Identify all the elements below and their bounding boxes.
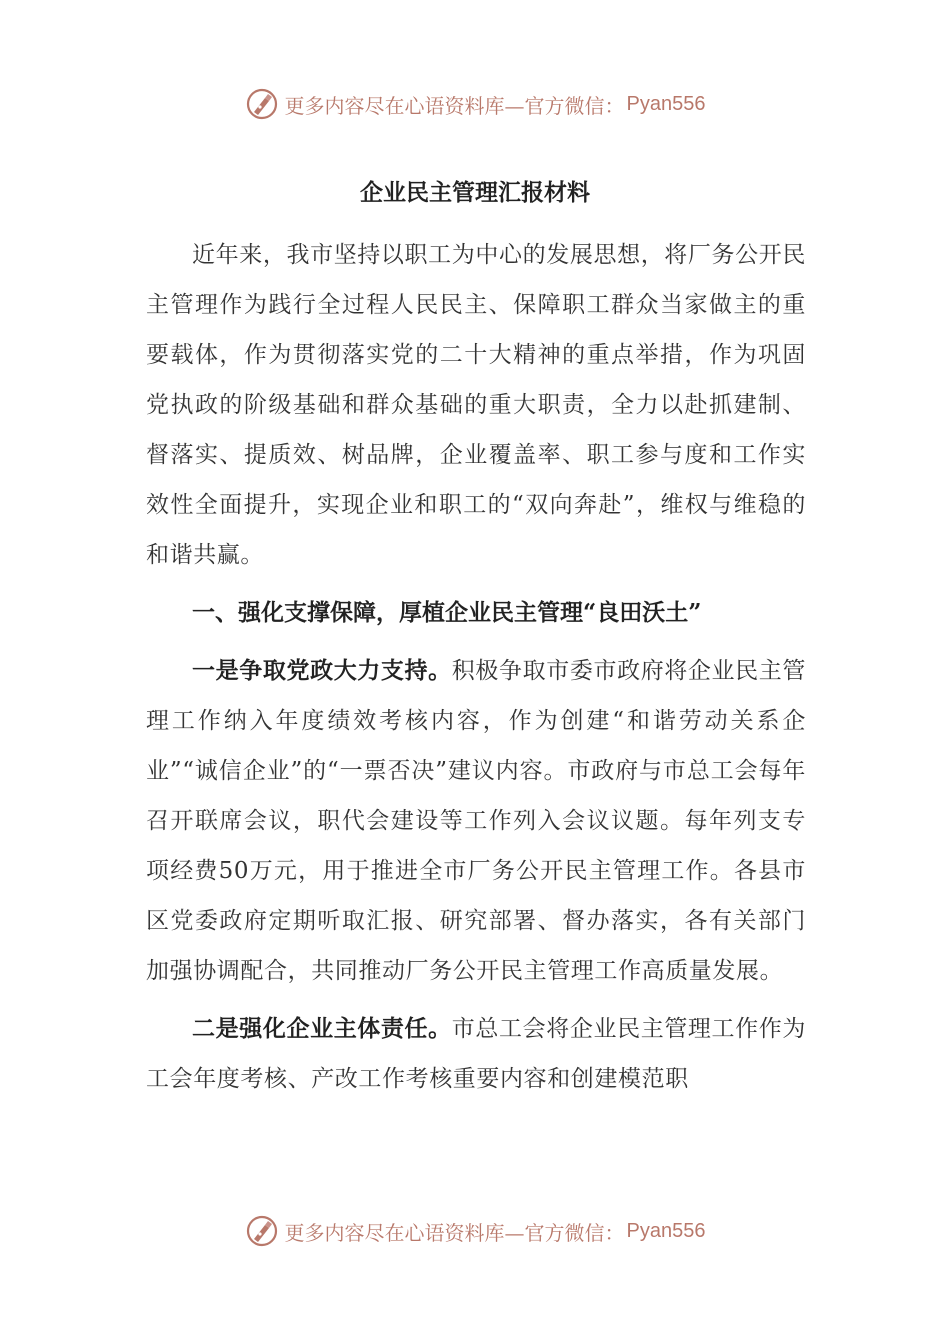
point-1-paragraph — [146, 646, 806, 996]
point-2-body: 市总工会将企业民主管理工作作为工会年度考核、产改工作考核重要内容和创建模范职 — [146, 1016, 806, 1092]
watermark-text: 更多内容尽在心语资料库—官方微信： — [284, 93, 625, 118]
watermark-handle: Pyan556 — [626, 1219, 706, 1242]
intro-paragraph: 近年来，我市坚持以职工为中心的发展思想，将厂务公开民主管理作为践行全过程人民民主、保障职工群众当家做主的重要载体，作为贯彻落实党的二十大精神的重点举措，作为巩固党执政的阶级基础和群众基础的重大职责，全力以赴抓建制、督落实、提质效、树品牌，企业覆盖率、职工参与度和工作实效性全面提升，实现企业和职工的“双向奔赴”，维权与维稳的和谐共赢。 — [146, 242, 806, 568]
point-1-lead: 一是争取党政大力支持。 — [192, 657, 452, 684]
section-heading-1: 一、强化支撑保障，厚植企业民主管理“良田沃土” — [192, 599, 702, 626]
document-title: 企业民主管理汇报材料 — [360, 179, 590, 206]
watermark-handle: Pyan556 — [626, 92, 706, 115]
pen-nib-icon — [245, 1214, 279, 1248]
point-1-body: 积极争取市委市政府将企业民主管理工作纳入年度绩效考核内容，作为创建“和谐劳动关系企业”“诚信企业”的“一票否决”建议内容。市政府与市总工会每年召开联席会议，职代会建设等工作列入会议议题。每年列支专项经费50万元，用于推进全市厂务公开民主管理工作。各县市区党委政府定期听取汇报、研究部署、督办落实，各有关部门加强协调配合，共同推动厂务公开民主管理工作高质量发展。 — [146, 658, 806, 984]
point-2-paragraph — [146, 1004, 806, 1104]
point-2-lead: 二是强化企业主体责任。 — [192, 1015, 452, 1042]
watermark-footer — [0, 1211, 950, 1251]
document-body — [146, 230, 806, 1104]
watermark-header — [0, 84, 950, 124]
pen-nib-icon — [245, 87, 279, 121]
watermark-text: 更多内容尽在心语资料库—官方微信： — [284, 1220, 625, 1245]
